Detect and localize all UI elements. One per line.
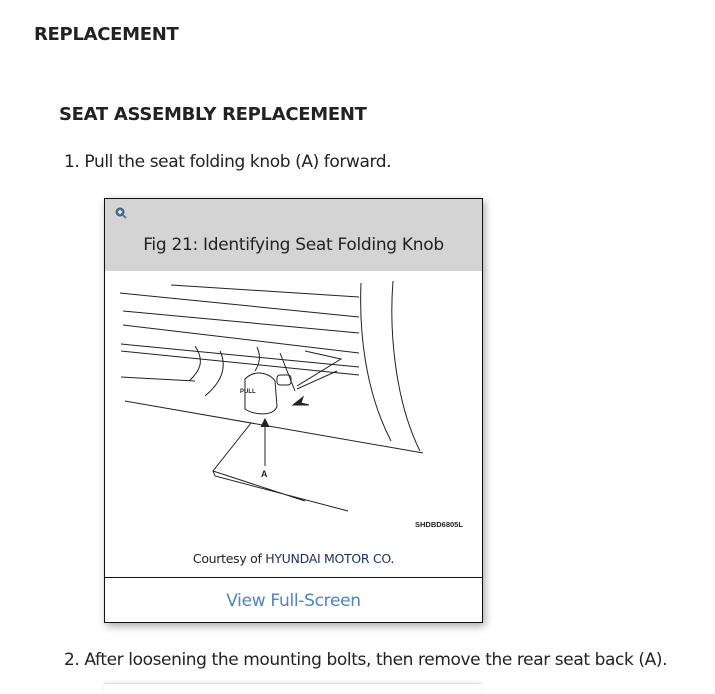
zoom-in-icon[interactable] [115,207,127,219]
callout-a: A [261,469,268,479]
knob-label: PULL [240,389,256,395]
next-figure-card [104,683,481,694]
figure-title: Fig 21: Identifying Seat Folding Knob [143,235,444,255]
figure-header [105,199,482,271]
view-full-screen-link[interactable]: View Full-Screen [226,591,361,611]
subsection-title: SEAT ASSEMBLY REPLACEMENT [59,104,367,125]
step-1: 1. Pull the seat folding knob (A) forward. [64,152,392,172]
section-title: REPLACEMENT [34,24,179,45]
caption-company: HYUNDAI MOTOR CO. [265,551,395,566]
divider [105,577,482,578]
step-2: 2. After loosening the mounting bolts, then remove the rear seat back (A). [64,650,668,670]
diagram-code: SHDBD6805L [415,520,463,529]
figure-card [104,198,483,623]
seat-folding-knob-diagram[interactable] [105,271,482,546]
caption-prefix: Courtesy of [192,551,266,566]
figure-caption [105,551,482,566]
